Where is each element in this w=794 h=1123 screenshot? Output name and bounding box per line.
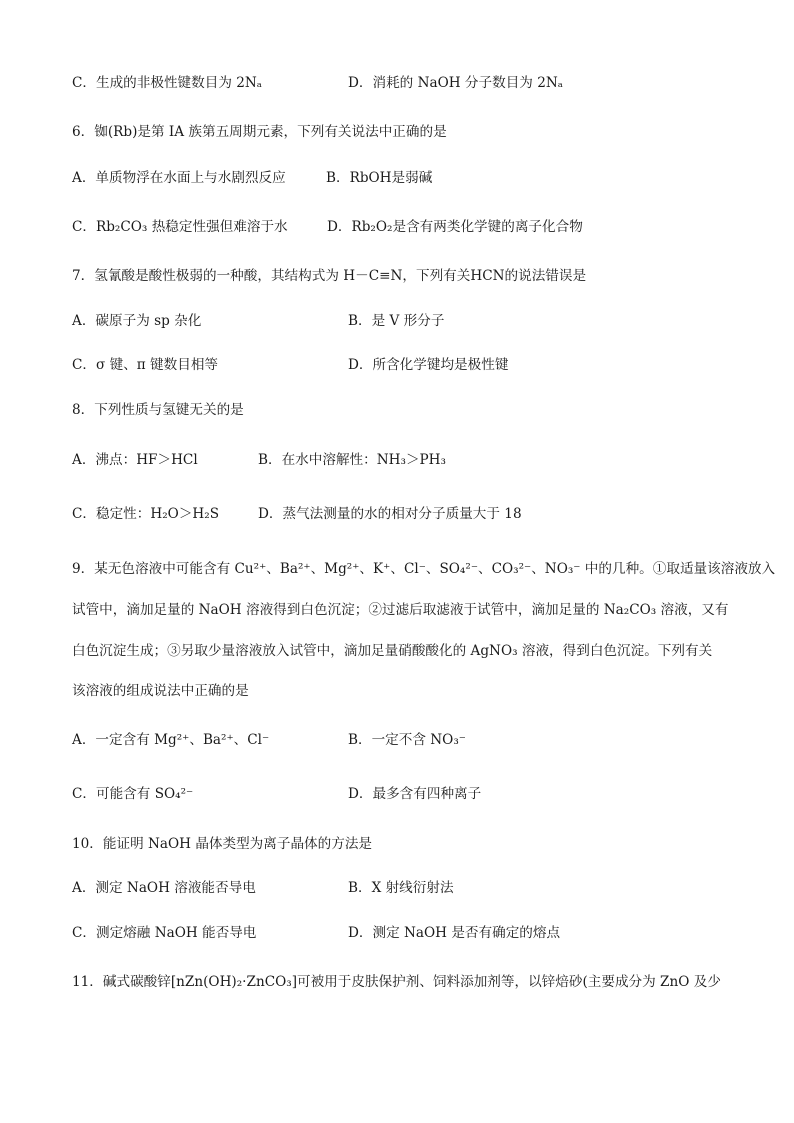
text-line	[72, 923, 561, 943]
line-text: 6．铷(Rb)是第 IA 族第五周期元素，下列有关说法中正确的是	[72, 124, 447, 140]
line-text: A．测定 NaOH 溶液能否导电	[72, 880, 256, 896]
text-line	[72, 168, 433, 188]
text-line	[72, 122, 447, 142]
line-text: A．一定含有 Mg²⁺、Ba²⁺、Cl⁻	[72, 732, 270, 748]
text-line	[72, 217, 583, 237]
text-line	[72, 559, 775, 579]
text-line	[72, 450, 446, 470]
line-text: C．可能含有 SO₄²⁻	[72, 786, 194, 802]
option-text: D．蒸气法测量的水的相对分子质量大于 18	[258, 506, 522, 522]
line-text: 7．氢氰酸是酸性极弱的一种酸，其结构式为 H－C≡N，下列有关HCN的说法错误是	[72, 268, 587, 284]
text-line	[72, 266, 586, 286]
text-line	[72, 504, 522, 524]
text-line	[72, 784, 482, 804]
line-text: 该溶液的组成说法中正确的是	[72, 683, 249, 699]
text-line	[72, 641, 712, 661]
text-line	[72, 834, 372, 854]
text-line	[72, 355, 509, 375]
text-line	[72, 600, 728, 620]
option-text: B．RbOH是弱碱	[326, 170, 433, 186]
line-text: A．单质物浮在水面上与水剧烈反应	[72, 170, 286, 186]
text-line	[72, 73, 563, 93]
line-text: 10．能证明 NaOH 晶体类型为离子晶体的方法是	[72, 836, 373, 852]
line-text: 9．某无色溶液中可能含有 Cu²⁺、Ba²⁺、Mg²⁺、K⁺、Cl⁻、SO₄²⁻、CO₃²⁻、NO₃⁻ 中的几种。①取适量该溶液放入	[72, 561, 776, 577]
line-text: 白色沉淀生成；③另取少量溶液放入试管中，滴加足量硝酸酸化的 AgNO₃ 溶液，得到白色沉淀。下列有关	[72, 643, 713, 659]
line-text: A．沸点：HF＞HCl	[72, 452, 198, 468]
option-text: B．是 V 形分子	[348, 313, 445, 329]
text-line	[72, 311, 445, 331]
line-text: 8．下列性质与氢键无关的是	[72, 402, 244, 418]
option-text: B．X 射线衍射法	[348, 880, 454, 896]
option-text: D．最多含有四种离子	[348, 786, 482, 802]
option-text: D．Rb₂O₂是含有两类化学键的离子化合物	[327, 219, 583, 235]
text-line	[72, 878, 454, 898]
line-text: C．σ 键、π 键数目相等	[72, 357, 219, 373]
text-line	[72, 730, 466, 750]
text-line	[72, 400, 244, 420]
line-text: A．碳原子为 sp 杂化	[72, 313, 202, 329]
option-text: D．消耗的 NaOH 分子数目为 2Nₐ	[348, 75, 563, 91]
text-line	[72, 972, 721, 992]
line-text: C．Rb₂CO₃ 热稳定性强但难溶于水	[72, 219, 288, 235]
option-text: B．在水中溶解性：NH₃＞PH₃	[258, 452, 446, 468]
option-text: D．测定 NaOH 是否有确定的熔点	[348, 925, 561, 941]
option-text: D．所含化学键均是极性键	[348, 357, 509, 373]
line-text: C．生成的非极性键数目为 2Nₐ	[72, 75, 263, 91]
option-text: B．一定不含 NO₃⁻	[348, 732, 466, 748]
line-text: 11．碱式碳酸锌[nZn(OH)₂·ZnCO₃]可被用于皮肤保护剂、饲料添加剂等，以锌焙砂(主要成分为 ZnO 及少	[72, 974, 721, 990]
line-text: 试管中，滴加足量的 NaOH 溶液得到白色沉淀；②过滤后取滤液于试管中，滴加足量的 Na₂CO₃ 溶液，又有	[72, 602, 729, 618]
line-text: C．稳定性：H₂O＞H₂S	[72, 506, 220, 522]
line-text: C．测定熔融 NaOH 能否导电	[72, 925, 257, 941]
text-line	[72, 681, 249, 701]
